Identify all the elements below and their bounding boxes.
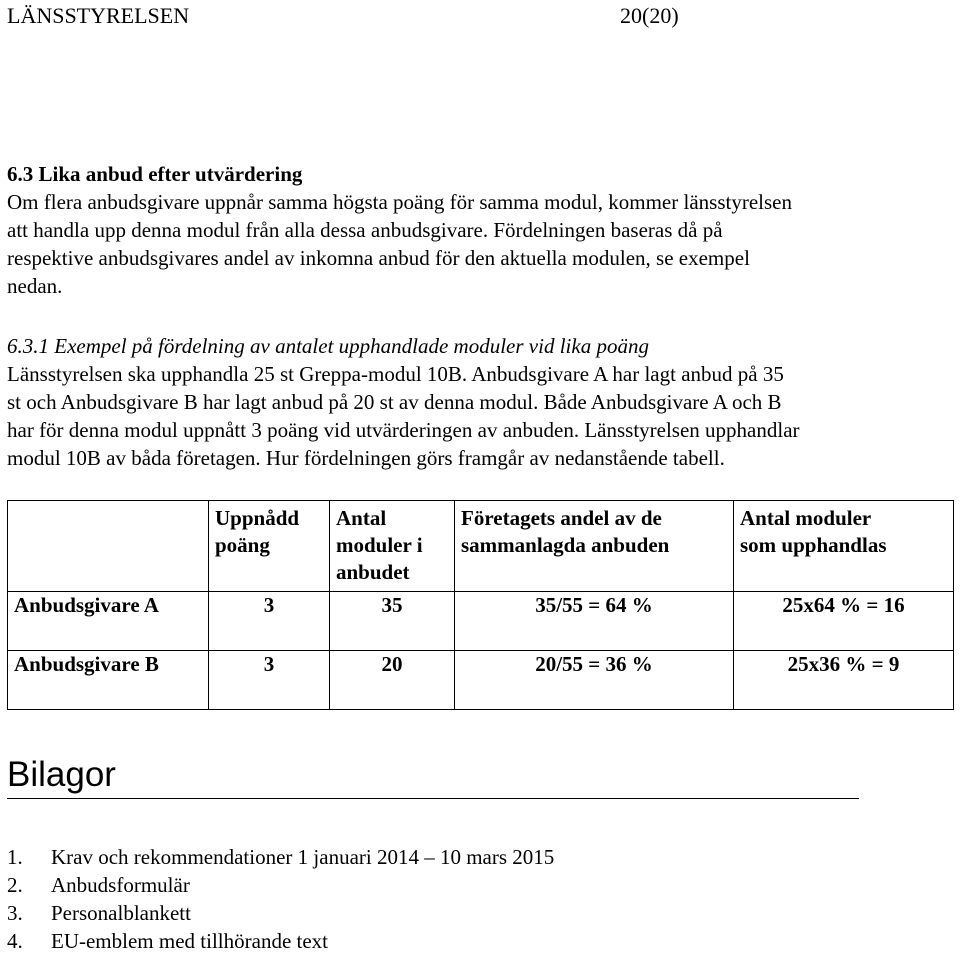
bidder-cell: Anbudsgivare B bbox=[8, 651, 209, 710]
attachments-heading: Bilagor bbox=[7, 752, 859, 799]
list-item bbox=[7, 843, 554, 871]
list-item bbox=[7, 871, 554, 899]
paragraph-line: har för denna modul uppnått 3 poäng vid utvärderingen av anbuden. Länsstyrelsen upphandlar bbox=[7, 418, 800, 442]
bidder-cell: Anbudsgivare A bbox=[8, 592, 209, 651]
list-item-number: 3. bbox=[7, 901, 23, 925]
list-item bbox=[7, 927, 554, 955]
points-cell: 3 bbox=[209, 592, 330, 651]
list-item-label: Personalblankett bbox=[51, 901, 191, 925]
section-heading: 6.3 Lika anbud efter utvärdering bbox=[7, 162, 303, 186]
header-cell-modules: Antal moduler i anbudet bbox=[330, 501, 455, 592]
header-cell-share: Företagets andel av de sammanlagda anbuden bbox=[455, 501, 734, 592]
paragraph-line: nedan. bbox=[7, 274, 63, 298]
modules-cell: 35 bbox=[330, 592, 455, 651]
list-item-number: 2. bbox=[7, 873, 23, 897]
organization-name: LÄNSSTYRELSEN bbox=[7, 3, 190, 28]
attachments-list bbox=[7, 843, 554, 955]
share-cell: 20/55 = 36 % bbox=[455, 651, 734, 710]
modules-cell: 20 bbox=[330, 651, 455, 710]
page-number: 20(20) bbox=[620, 3, 679, 28]
paragraph-line: Om flera anbudsgivare uppnår samma högsta poäng för samma modul, kommer länsstyrelsen bbox=[7, 190, 792, 214]
points-cell: 3 bbox=[209, 651, 330, 710]
share-cell: 35/55 = 64 % bbox=[455, 592, 734, 651]
header-cell-points: Uppnådd poäng bbox=[209, 501, 330, 592]
paragraph-line: respektive anbudsgivares andel av inkomna anbud för den aktuella modulen, se exempel bbox=[7, 246, 750, 270]
section-6-3-1 bbox=[7, 332, 955, 472]
list-item-number: 1. bbox=[7, 845, 23, 869]
list-item-label: EU-emblem med tillhörande text bbox=[51, 929, 328, 953]
table-header-row bbox=[8, 501, 954, 592]
header-cell-procured: Antal moduler som upphandlas bbox=[734, 501, 954, 592]
paragraph-line: att handla upp denna modul från alla dessa anbudsgivare. Fördelningen baseras då på bbox=[7, 218, 723, 242]
table-row bbox=[8, 651, 954, 710]
paragraph-line: st och Anbudsgivare B har lagt anbud på 20 st av denna modul. Både Anbudsgivare A och B bbox=[7, 390, 782, 414]
list-item-number: 4. bbox=[7, 929, 23, 953]
allocation-table bbox=[7, 500, 954, 710]
paragraph-line: modul 10B av båda företagen. Hur fördelningen görs framgår av nedanstående tabell. bbox=[7, 446, 725, 470]
procured-cell: 25x36 % = 9 bbox=[734, 651, 954, 710]
subsection-heading: 6.3.1 Exempel på fördelning av antalet upphandlade moduler vid lika poäng bbox=[7, 334, 649, 358]
paragraph-line: Länsstyrelsen ska upphandla 25 st Greppa-modul 10B. Anbudsgivare A har lagt anbud på 35 bbox=[7, 362, 784, 386]
list-item-label: Krav och rekommendationer 1 januari 2014 – 10 mars 2015 bbox=[51, 845, 555, 869]
list-item-label: Anbudsformulär bbox=[51, 873, 190, 897]
section-6-3 bbox=[7, 160, 955, 300]
list-item bbox=[7, 899, 554, 927]
header-cell-empty bbox=[8, 501, 209, 592]
table-row bbox=[8, 592, 954, 651]
procured-cell: 25x64 % = 16 bbox=[734, 592, 954, 651]
